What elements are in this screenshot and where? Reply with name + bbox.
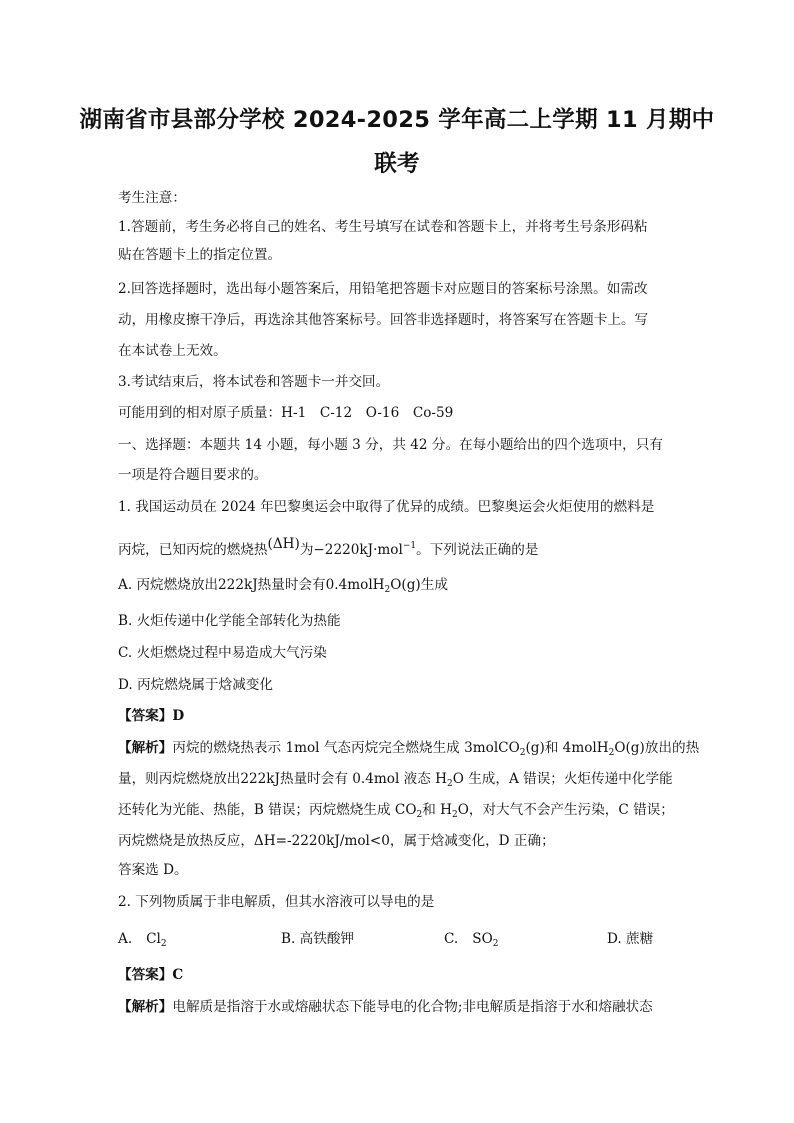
option-c: C. 火炬燃烧过程中易造成大气污染 — [118, 645, 327, 661]
question-2-stem: 2. 下列物质属于非电解质，但其水溶液可以导电的是 — [118, 894, 435, 910]
option-a: A. 丙烷燃烧放出222kJ热量时会有0.4molH$_2$O(g)生成 — [118, 577, 448, 595]
notice-line: 贴在答题卡上的指定位置。 — [118, 247, 282, 263]
section-heading-continued: 一项是符合题目要求的。 — [118, 467, 268, 483]
notice-line: 在本试卷上无效。 — [118, 343, 227, 359]
section-heading: 一、选择题：本题共 14 小题，每小题 3 分，共 42 分。在每小题给出的四个选项中，只有 — [118, 437, 663, 453]
option-d: D. 丙烷燃烧属于焓减变化 — [118, 677, 273, 693]
question-1-stem: 1. 我国运动员在 2024 年巴黎奥运会中取得了优异的成绩。巴黎奥运会火炬使用的燃料是 — [118, 499, 655, 515]
answer-label: 【答案】C — [118, 967, 184, 983]
option-a: A. $Cl_2$ — [118, 931, 167, 949]
notice-heading: 考生注意： — [118, 190, 186, 206]
explanation-line: 量，则丙烷燃烧放出222kJ热量时会有 0.4mol 液态 $H_2O$ 生成，A 错误；火炬传递中化学能 — [118, 771, 673, 789]
notice-line: 1.答题前，考生务必将自己的姓名、考生号填写在试卷和答题卡上，并将考生号条形码粘 — [118, 219, 648, 235]
page-title: 湖南省市县部分学校 2024-2025 学年高二上学期 11 月期中 — [79, 107, 715, 133]
notice-line: 3.考试结束后，将本试卷和答题卡一并交回。 — [118, 374, 390, 390]
conclusion-line: 答案选 D。 — [118, 862, 188, 878]
option-d: D. 蔗糖 — [607, 931, 654, 947]
answer-label: 【答案】D — [118, 708, 185, 724]
option-c: C. $SO_2$ — [444, 931, 499, 949]
enthalpy-symbol: (ΔH) — [267, 536, 300, 552]
notice-line: 动，用橡皮擦干净后，再选涂其他答案标号。回答非选择题时，将答案写在答题卡上。写 — [118, 312, 649, 328]
explanation-line: 丙烷燃烧是放热反应，ΔH=-2220kJ/mol<0，属于焓减变化，D 正确； — [118, 833, 555, 849]
option-b: B. 高铁酸钾 — [281, 931, 355, 947]
notice-line: 2.回答选择题时，选出每小题答案后，用铅笔把答题卡对应题目的答案标号涂黑。如需改 — [118, 281, 648, 297]
heat-value: −2220kJ·mol — [313, 542, 403, 558]
page-title-continued: 联考 — [374, 151, 420, 177]
option-b: B. 火炬传递中化学能全部转化为热能 — [118, 613, 341, 629]
explanation-line: 还转化为光能、热能，B 错误；丙烷燃烧生成 $CO_2$和 $H_2O$，对大气不会产生污染，C 错误； — [118, 802, 674, 820]
question-1-stem-continued: 丙烷，已知丙烷的燃烧热(ΔH)为−2220kJ·mol$^{-1}$。下列说法正确的是 — [118, 536, 539, 558]
explanation-line: 【解析】丙烷的燃烧热表示 1mol 气态丙烷完全燃烧生成 3molCO$_2$(g)和 4molH$_2$O(g)放出的热 — [118, 740, 700, 758]
explanation-line: 【解析】电解质是指溶于水或熔融状态下能导电的化合物;非电解质是指溶于水和熔融状态 — [118, 999, 653, 1015]
atomic-mass-line: 可能用到的相对原子质量：H-1 C-12 O-16 Co-59 — [118, 405, 454, 421]
